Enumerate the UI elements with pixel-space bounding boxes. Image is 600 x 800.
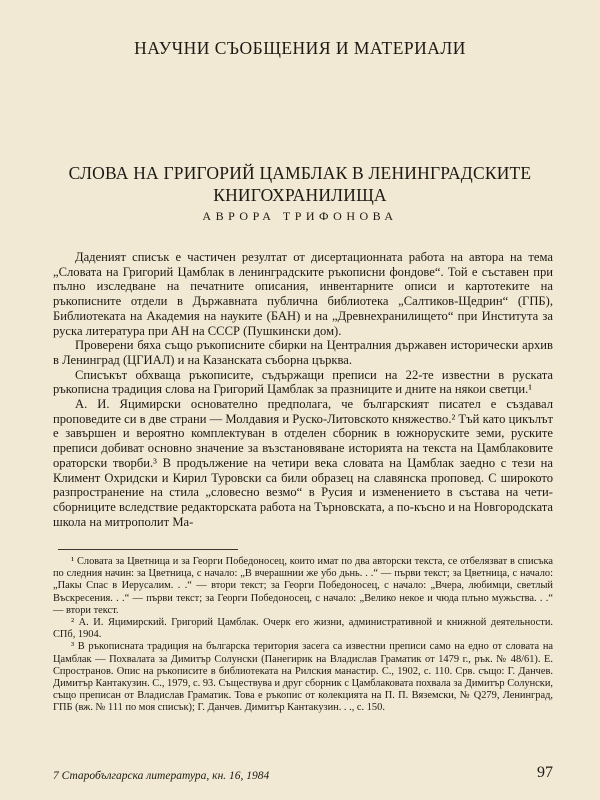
footnotes [53, 556, 553, 715]
page-number: 97 [537, 764, 553, 781]
body-paragraph: Проверени бяха също ръкописните сбирки на Централния държавен исторически архив в Ленинград (ЦГИАЛ) и на Казанската съборна църква. [53, 338, 553, 367]
footnote: ³ В ръкописната традиция на българска територия засега са известни преписи само на едно от словата на Цамблак — Похвалата за Димитър Солунски (Панегирик на Владислав Граматик от 1479 г., рък. № 48/61). Е. Спространов. Опис на ръкописите в библиотеката на Рилския манастир. С., 1902, с. 110. Срв. също: Г. Данчев. Димитър Кантакузин. С., 1979, с. 93. Съществува и друг сборник с Цамблаковата похвала за Димитър Солунски, също преписан от Владислав Граматик. Това е ръкопис от колекцията на П. П. Вяземски, № Q279, Ленинград, ГПБ (вж. № 111 по моя списък); Г. Данчев. Димитър Кантакузин. . ., с. 150. [53, 641, 553, 714]
footnote: ² А. И. Яцимирский. Григорий Цамблак. Очерк его жизни, административной и книжной деятельности. СПб, 1904. [53, 617, 553, 641]
article-body [53, 250, 553, 529]
journal-footer: 7 Старобългарска литература, кн. 16, 1984 [53, 770, 270, 782]
body-paragraph: Даденият списък е частичен резултат от дисертационната работа на автора на тема „Словата на Григорий Цамблак в ленинградските ръкописни фондове“. Той е съставен при пълно изследване на печатните описания, инвентарните описи и картотеките на ръкописните отдели в Държавната публична библиотека „Салтиков-Щедрин“ (ГПБ), Библиотеката на Академия на науките (БАН) и на „Древнехранилището“ при Института за руска литература при АН на СССР (Пушкински дом). [53, 250, 553, 338]
article-title-line-1: СЛОВА НА ГРИГОРИЙ ЦАМБЛАК В ЛЕНИНГРАДСКИТЕ [68, 163, 532, 183]
footnote: ¹ Словата за Цветница и за Георги Победоносец, които имат по два авторски текста, се отбелязват в списъка по следния начин: за Цветница, с начало: „В вчерашнии же убо дьнь. . .“ — първи текст; за Цветница, с начало: „Пакы Спас в Иерусалим. . .“ — втори текст; за Георги Победоносец, с начало: „Вчера, любимци, светлый Въскресения. . .“ — първи текст; за Георги Победоносец, с начало: „Велико некое и чюда плъно мужьства. . .“ — втори текст. [53, 556, 553, 616]
article-title-line-2: КНИГОХРАНИЛИЩА [213, 185, 387, 205]
body-paragraph: А. И. Яцимирски основателно предполага, че българският писател е създавал проповедите си в две страни — Молдавия и Руско-Литовското княжество.² Тъй като цикълът е завършен и вероятно комплектуван в отделен сборник в южноруските земи, руските преписи добиват основно значение за възстановяване историята на текста на Цамблаковите ораторски творби.³ В продължение на четири века словата на Цамблак заедно с тези на Климент Охридски и Кирил Туровски са били образец на славянска проповед. С широкото разпространение на стила „словесно везмо“ в Русия и изменението в състава на чети-сборниците вследствие редакторската работа на Търновската, а по-късно и на Новгородската школа на митрополит Ма- [53, 397, 553, 529]
article-author: АВРОРА ТРИФОНОВА [202, 209, 398, 223]
footnote-divider [58, 549, 238, 550]
article-title [40, 162, 560, 206]
body-paragraph: Списъкът обхваща ръкописите, съдържащи преписи на 22-те известни в руската ръкописна традиция слова на Григорий Цамблак за празниците и дните на някои светци.¹ [53, 367, 553, 397]
section-title: НАУЧНИ СЪОБЩЕНИЯ И МАТЕРИАЛИ [134, 38, 466, 58]
